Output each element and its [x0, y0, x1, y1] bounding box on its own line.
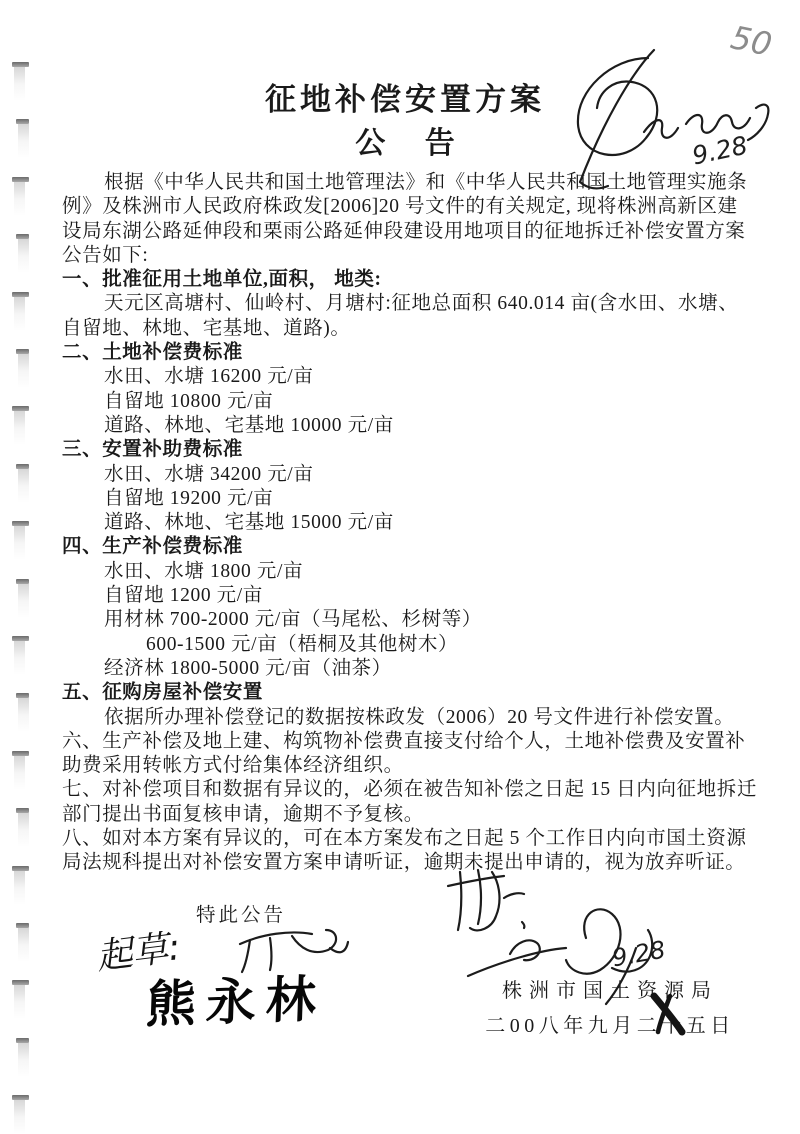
- section-2-line-1: 水田、水塘 16200 元/亩: [104, 366, 314, 388]
- handwritten-signature-name: 熊永林: [144, 969, 327, 1035]
- section-7-line-2: 部门提出书面复核申请，逾期不予复核。: [62, 803, 424, 825]
- handwritten-page-number: 50: [727, 18, 776, 64]
- section-4-line-2: 自留地 1200 元/亩: [104, 585, 263, 607]
- document-title: 征地补偿安置方案: [265, 82, 545, 117]
- section-6-line-2: 助费采用转帐方式付给集体经济组织。: [62, 755, 404, 777]
- closing-note: 特此公告: [196, 905, 287, 926]
- section-3-line-2: 自留地 19200 元/亩: [104, 487, 274, 509]
- section-4-line-1: 水田、水塘 1800 元/亩: [104, 560, 304, 582]
- document-body: [62, 171, 762, 876]
- section-4-line-4: 600-1500 元/亩（梧桐及其他树木）: [146, 633, 459, 655]
- section-3-line-1: 水田、水塘 34200 元/亩: [104, 463, 314, 485]
- issuing-agency: 株洲市国土资源局: [502, 980, 718, 1002]
- section-5-heading: 五、征购房屋补偿安置: [62, 682, 264, 704]
- handwritten-draft-label: 起草:: [94, 927, 183, 978]
- section-1-line-2: 自留地、林地、宅基地、道路)。: [62, 317, 351, 339]
- section-1-heading: 一、批准征用土地单位,面积， 地类:: [62, 269, 382, 291]
- signature-squiggle-draft: [240, 930, 348, 972]
- section-1-line-1: 天元区高塘村、仙岭村、月塘村:征地总面积 640.014 亩(含水田、水塘、: [104, 293, 739, 315]
- section-2-line-3: 道路、林地、宅基地 10000 元/亩: [104, 414, 394, 436]
- section-2-heading: 二、土地补偿费标准: [62, 342, 243, 364]
- section-4-line-3: 用材林 700-2000 元/亩（马尾松、杉树等）: [104, 609, 482, 631]
- document-subtitle: 公 告: [355, 127, 471, 160]
- intro-line-3: 设局东湖公路延伸段和栗雨公路延伸段建设用地项目的征地拆迁补偿安置方案: [62, 220, 746, 242]
- section-4-heading: 四、生产补偿费标准: [62, 536, 243, 558]
- handwritten-date-note-top: 9.28: [689, 130, 751, 171]
- section-8-line-1: 八、如对本方案有异议的，可在本方案发布之日起 5 个工作日内向市国土资源: [62, 828, 747, 850]
- signature-block: [452, 974, 768, 1038]
- intro-line-1: 根据《中华人民共和国土地管理法》和《中华人民共和国土地管理实施条: [104, 172, 748, 193]
- section-3-line-3: 道路、林地、宅基地 15000 元/亩: [104, 512, 394, 534]
- section-3-heading: 三、安置补助费标准: [62, 439, 243, 461]
- intro-line-2: 例》及株洲市人民政府株政发[2006]20 号文件的有关规定, 现将株洲高新区建: [62, 196, 738, 218]
- section-7-line-1: 七、对补偿项目和数据有异议的，必须在被告知补偿之日起 15 日内向征地拆迁: [62, 779, 757, 801]
- issue-date: 二00八年九月二十五日: [485, 1015, 735, 1037]
- signature-mid-right-1: [448, 870, 524, 930]
- intro-line-4: 公告如下:: [62, 244, 149, 266]
- section-6-line-1: 六、生产补偿及地上建、构筑物补偿费直接支付给个人，土地补偿费及安置补: [62, 730, 746, 752]
- section-5-line-1: 依据所办理补偿登记的数据按株政发（2006）20 号文件进行补偿安置。: [104, 706, 735, 728]
- section-2-line-2: 自留地 10800 元/亩: [104, 390, 274, 412]
- section-8-line-2: 局法规科提出对补偿安置方案申请听证，逾期未提出申请的，视为放弃听证。: [62, 852, 746, 874]
- handwritten-date-note-mid: 9.28: [609, 935, 668, 973]
- section-4-line-5: 经济林 1800-5000 元/亩（油茶）: [104, 657, 392, 679]
